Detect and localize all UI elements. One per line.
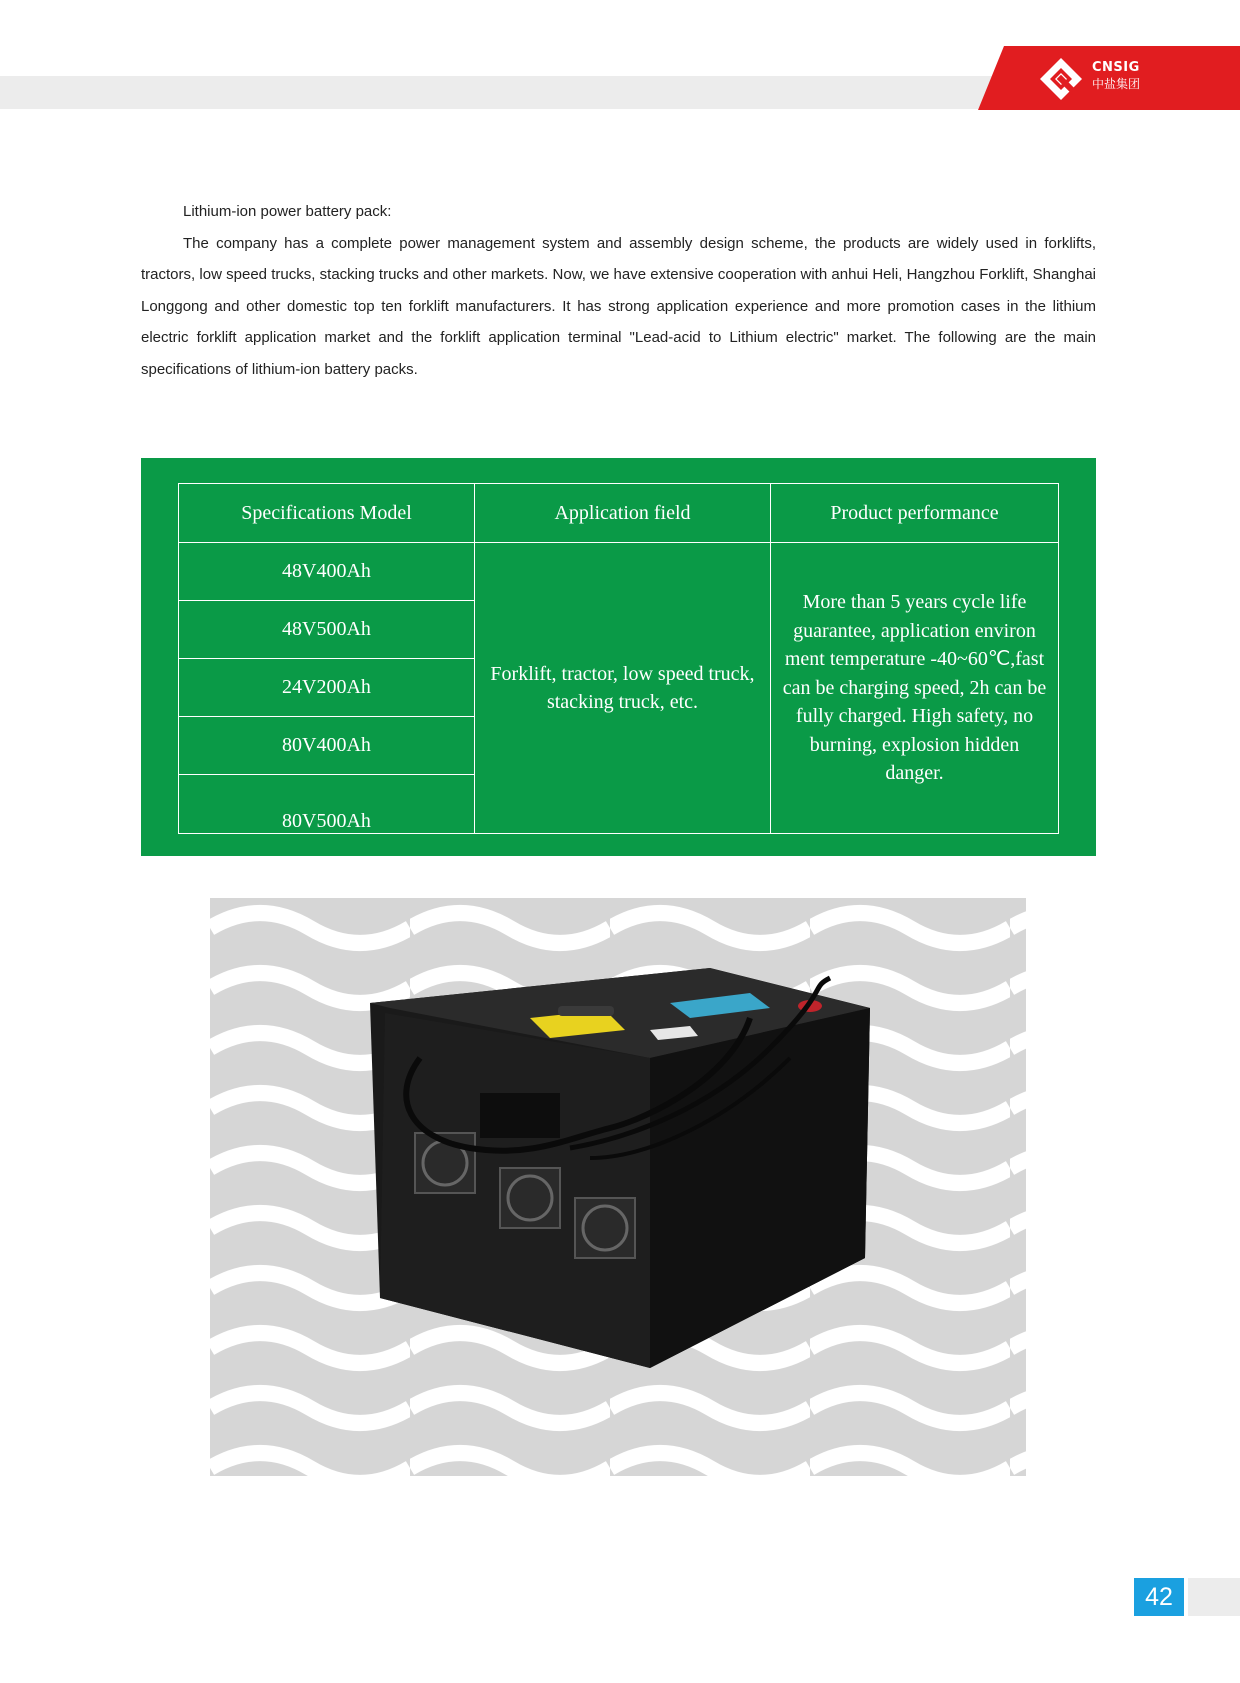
battery-illustration bbox=[210, 898, 1026, 1476]
logo-en: CNSIG bbox=[1092, 60, 1140, 75]
header-application: Application field bbox=[475, 484, 771, 543]
model-cell: 48V500Ah bbox=[179, 601, 475, 659]
performance-cell: More than 5 years cycle life guarantee, application environ ment temperature -40~60℃,fast can be charging speed, 2h can be fully charged. High safety, no burning, explosion hidden danger. bbox=[771, 543, 1059, 834]
application-cell: Forklift, tractor, low speed truck, stacking truck, etc. bbox=[475, 543, 771, 834]
model-cell: 80V400Ah bbox=[179, 717, 475, 775]
intro-paragraph: The company has a complete power management system and assembly design scheme, the products are widely used in forklifts, tractors, low speed trucks, stacking trucks and other markets. Now, we have extensive cooperation with anhui Heli, Hangzhou Forklift, Shanghai Longgong and other domestic top ten forklift manufacturers. It has strong application experience and more promotion cases in the lithium electric forklift application market and the forklift application terminal "Lead-acid to Lithium electric" market. The following are the main specifications of lithium-ion battery packs. bbox=[141, 234, 1096, 378]
table-row bbox=[179, 543, 1059, 601]
battery-photo bbox=[210, 898, 1026, 1476]
logo-text bbox=[1092, 60, 1140, 92]
page-number: 42 bbox=[1134, 1578, 1184, 1616]
model-cell: 80V500Ah bbox=[179, 775, 475, 834]
model-cell: 24V200Ah bbox=[179, 659, 475, 717]
spec-table-panel bbox=[141, 458, 1096, 856]
intro-heading: Lithium-ion power battery pack: bbox=[183, 203, 392, 220]
cnsig-logo-icon bbox=[1038, 56, 1084, 102]
spec-table bbox=[178, 483, 1059, 834]
header-performance: Product performance bbox=[771, 484, 1059, 543]
table-header-row bbox=[179, 484, 1059, 543]
page-number-tab bbox=[1188, 1578, 1240, 1616]
model-cell: 48V400Ah bbox=[179, 543, 475, 601]
logo-cn: 中盐集团 bbox=[1092, 77, 1141, 91]
intro-text bbox=[141, 196, 1096, 385]
header-band bbox=[0, 76, 1010, 109]
header-model: Specifications Model bbox=[179, 484, 475, 543]
